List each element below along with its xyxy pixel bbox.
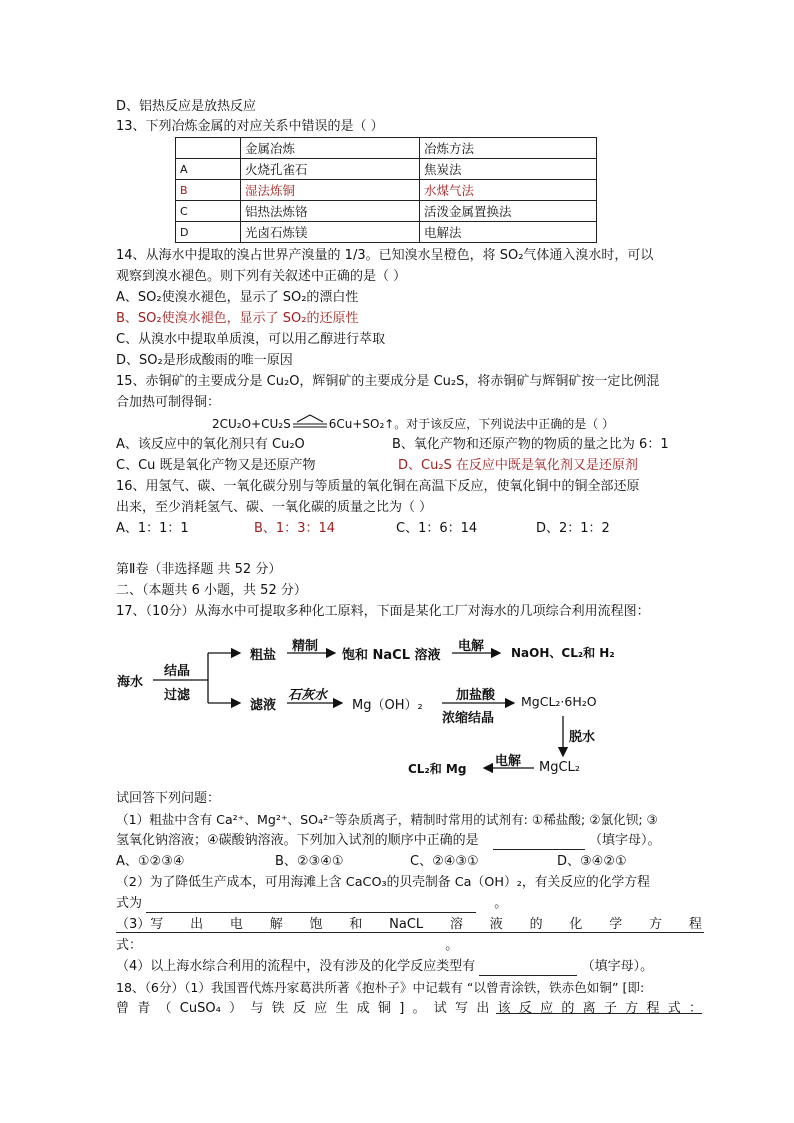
q17-prompt: 试回答下列问题： <box>116 791 221 806</box>
q18-line2 <box>116 1000 702 1018</box>
q16-line1: 16、用氢气、碳、一氧化碳分别与等质量的氧化铜在高温下反应，使氧化铜中的铜全部还原 <box>116 479 640 494</box>
q16-line2: 出来，至少消耗氢气、碳、一氧化碳的质量之比为（ ） <box>116 500 433 515</box>
q17-s3-line2 <box>116 937 458 955</box>
equation-products: 6Cu+SO₂↑。对于该反应，下列说法中正确的是（ ） <box>328 417 615 431</box>
flow-electrolysis2-label: 电解 <box>495 754 522 769</box>
flow-seawater: 海水 <box>117 675 144 690</box>
table-cell: B <box>176 180 241 201</box>
q17-s1-line1: （1）粗盐中含有 Ca²⁺、Mg²⁺、SO₄²⁻等杂质离子，精制时常用的试剂有: ①稀盐酸; ②氯化钡; ③ <box>116 812 658 827</box>
flow-filtrate: 滤液 <box>250 698 277 713</box>
q14-option-d: D、SO₂是形成酸雨的唯一原因 <box>116 353 293 368</box>
q17-s1-option-d: D、③④②① <box>557 854 627 869</box>
table-cell: 水煤气法 <box>420 180 597 201</box>
q17-s3-char: 方 <box>649 917 663 932</box>
q18-char: 反 <box>292 1001 306 1016</box>
q17-s1-text: 氢氧化钠溶液；④碳酸钠溶液。下列加入试剂的顺序中正确的是 <box>116 833 479 848</box>
q12-option-d: D、铝热反应是放热反应 <box>116 99 257 114</box>
q18-char: 子 <box>603 1001 617 1016</box>
flow-concentrate-label: 浓缩结晶 <box>442 711 495 726</box>
flow-crystallize-label: 结晶 <box>164 664 191 679</box>
equation-reactants: 2CU₂O+CU₂S <box>212 417 291 431</box>
flow-products1: NaOH、CL₂和 H₂ <box>511 646 615 660</box>
q18-char: 与 <box>250 1001 264 1016</box>
q17-s3-char: 化 <box>569 917 583 932</box>
q18-char: 的 <box>561 1001 575 1016</box>
q18-char: 青 <box>137 1001 151 1016</box>
q18-char: 铁 <box>271 1001 285 1016</box>
q17-s3-underline <box>116 932 704 933</box>
q18-char: 。 <box>412 1001 426 1016</box>
table-cell: 电解法 <box>420 222 597 243</box>
q17-s3-char: 电 <box>229 917 243 932</box>
q15-option-d: D、Cu₂S 在反应中既是氧化剂又是还原剂 <box>398 458 638 473</box>
q18-char: ） <box>229 1001 243 1016</box>
q16-option-c: C、1：6：14 <box>396 521 478 536</box>
table-header-cell: 金属冶炼 <box>241 138 420 159</box>
q14-option-a: A、SO₂使溴水褪色，显示了 SO₂的漂白性 <box>116 290 359 305</box>
q15-option-a: A、该反应中的氧化剂只有 Cu₂O <box>116 437 305 452</box>
q17-s1-option-a: A、①②③④ <box>116 854 185 869</box>
q18-char: 写 <box>455 1001 469 1016</box>
q18-char: 铜 <box>377 1001 391 1016</box>
q15-option-b: B、氧化产物和还原产物的物质的量之比为 6：1 <box>392 437 669 452</box>
q17-s1-option-c: C、②④③① <box>410 854 479 869</box>
q17-s4-answer-blank[interactable] <box>479 975 577 976</box>
table-cell: D <box>176 222 241 243</box>
flow-electrolysis1-label: 电解 <box>458 639 485 654</box>
table-cell: A <box>176 159 241 180</box>
q15-line2: 合加热可制得铜： <box>116 395 221 410</box>
flow-mgoh2: Mg（OH）₂ <box>352 698 423 713</box>
q18-char: 式 <box>667 1001 681 1016</box>
q16-option-b: B、1：3：14 <box>254 521 336 536</box>
q15-option-c: C、Cu 既是氧化产物又是还原产物 <box>116 458 316 473</box>
q17-s3-char: 液 <box>489 917 503 932</box>
flow-filter-label: 过滤 <box>164 688 191 703</box>
q14-option-c: C、从溴水中提取单质溴，可以用乙醇进行萃取 <box>116 332 386 347</box>
q17-s3-char: 饱 <box>309 917 323 932</box>
q18-char: 反 <box>518 1001 532 1016</box>
q17-s3-char: 和 <box>349 917 363 932</box>
table-cell: 光卤石炼镁 <box>241 222 420 243</box>
q18-char: 曾 <box>116 1001 130 1016</box>
q17-s4-line <box>116 958 653 976</box>
flow-saturated-nacl: 饱和 NaCL 溶液 <box>342 648 441 663</box>
q18-char: 程 <box>646 1001 660 1016</box>
q17-s3-end: 。 <box>445 938 459 953</box>
q18-char: 方 <box>625 1001 639 1016</box>
q17-s3-char: 出 <box>190 917 204 932</box>
table-cell: 焦炭法 <box>420 159 597 180</box>
q14-line1: 14、从海水中提取的溴占世界产溴量的 1/3。已知溴水呈橙色，将 SO₂气体通入溴水时，可以 <box>116 248 654 263</box>
q18-char: 应 <box>540 1001 554 1016</box>
q18-char: 离 <box>582 1001 596 1016</box>
q18-char: 出 <box>476 1001 490 1016</box>
q17-s3-char: 的 <box>529 917 543 932</box>
q17-s3-char: NaCL <box>389 917 424 932</box>
q17-s1-option-b: B、②③④① <box>275 854 344 869</box>
q18-line1: 18、（6分）（1）我国晋代炼丹家葛洪所著《抱朴子》中记载有 “以曾青涂铁，铁赤色如铜” [即: <box>116 980 645 995</box>
part2-title: 第Ⅱ卷（非选择题 共 52 分） <box>116 562 282 577</box>
q17-s1-line2 <box>116 832 660 850</box>
table-cell: 火烧孔雀石 <box>241 159 420 180</box>
q17-s2-text: 式为 <box>116 896 143 911</box>
table-cell: C <box>176 201 241 222</box>
table-header-cell: 冶炼方法 <box>420 138 597 159</box>
q16-option-a: A、1：1：1 <box>116 521 189 536</box>
flow-refine-label: 精制 <box>292 639 319 654</box>
q13-stem: 13、下列冶炼金属的对应关系中错误的是（ ） <box>116 119 384 134</box>
q17-s3-char: 溶 <box>449 917 463 932</box>
q18-char: CuSO₄ <box>179 1001 221 1016</box>
q17-s2-answer-blank[interactable] <box>146 912 476 913</box>
q17-s3-char: 解 <box>269 917 283 932</box>
q17-s4-hint: （填字母）。 <box>581 959 654 974</box>
q14-option-b: B、SO₂使溴水褪色，显示了 SO₂的还原性 <box>116 311 359 326</box>
flow-mgcl2-hydrate: MgCL₂·6H₂O <box>521 694 597 709</box>
q17-s3-char: 学 <box>609 917 623 932</box>
q17-s1-hint: （填字母）。 <box>588 833 661 848</box>
flow-crude-salt: 粗盐 <box>250 648 277 663</box>
table-cell: 铝热法炼铬 <box>241 201 420 222</box>
flow-products2: CL₂和 Mg <box>408 762 467 776</box>
q17-s3-char: 程 <box>688 917 702 932</box>
q17-s2-line1: （2）为了降低生产成本，可用海滩上含 CaCO₃的贝壳制备 Ca（OH）₂，有关反应的化学方程 <box>116 875 650 890</box>
q18-char: 生 <box>335 1001 349 1016</box>
q15-line1: 15、赤铜矿的主要成分是 Cu₂O，辉铜矿的主要成分是 Cu₂S，将赤铜矿与辉铜矿按一定比例混 <box>116 374 660 389</box>
table-cell: 湿法炼铜 <box>241 180 420 201</box>
q18-char: （ <box>158 1001 172 1016</box>
q16-option-d: D、2：1：2 <box>536 521 610 536</box>
flow-dehydrate-label: 脱水 <box>569 730 596 745</box>
q18-char: 应 <box>314 1001 328 1016</box>
q18-char: ] <box>399 1001 405 1016</box>
flow-mgcl2: MgCL₂ <box>539 760 580 775</box>
flow-lime-water-label: 石灰水 <box>288 688 328 703</box>
table-cell: 活泼金属置换法 <box>420 201 597 222</box>
q18-char: ： <box>688 1001 702 1016</box>
q18-char: 该 <box>497 1001 511 1016</box>
q17-s1-answer-blank[interactable] <box>493 849 585 850</box>
q17-s2-end: 。 <box>494 896 508 911</box>
q18-underline <box>496 1013 702 1014</box>
q18-char: 试 <box>433 1001 447 1016</box>
q17-stem: 17、（10分）从海水中可提取多种化工原料，下面是某化工厂对海水的几项综合利用流程图： <box>116 604 650 619</box>
q17-s3-char: （3）写 <box>116 917 164 932</box>
part2-subtitle: 二、（本题共 6 小题，共 52 分） <box>116 583 307 598</box>
q17-s2-line2 <box>116 895 507 913</box>
q14-line2: 观察到溴水褪色。则下列有关叙述中正确的是（ ） <box>116 269 407 284</box>
q18-char: 成 <box>356 1001 370 1016</box>
flow-add-hcl-label: 加盐酸 <box>456 688 496 703</box>
q17-s4-text: （4）以上海水综合利用的流程中，没有涉及的化学反应类型有 <box>116 959 476 974</box>
q17-s3-text: 式： <box>116 938 143 953</box>
